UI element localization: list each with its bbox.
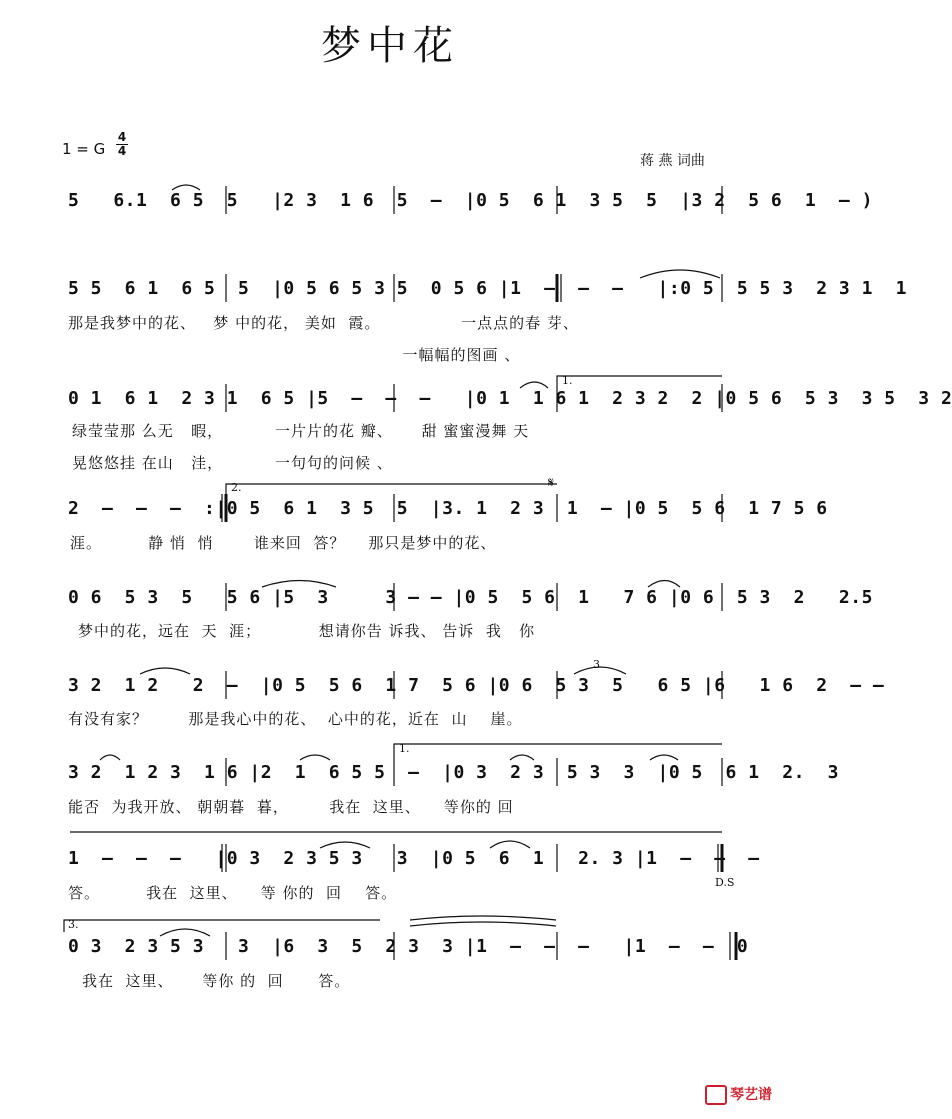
notation-row-1: 5 6.1 6 5 5 |2 3 1 6 5 – |0 5 6 1 3 5 5 |3 2 5 6 1 – ) xyxy=(68,190,873,211)
lyric-row-2-verse-1: 那是我梦中的花、 梦 中的花， 美如 霞。 一点点的春 芽、 xyxy=(68,314,579,332)
notation-row-3: 0 1 6 1 2 3 1 6 5 |5 – – – |0 1 1 6 1 2 3 2 2 |0 5 6 5 3 3 5 3 2 xyxy=(68,388,952,409)
song-title: 梦中花 xyxy=(321,23,459,69)
key-signature: 1 = G xyxy=(62,140,106,158)
ds-marking: D.S xyxy=(715,876,735,889)
notation-row-8: 1 – – – |0 3 2 3 5 3 3 |0 5 6 1 2. 3 |1 – – – xyxy=(68,848,760,869)
lyric-row-4: 涯。 静 悄 悄 谁来回 答？ 那只是梦中的花、 xyxy=(70,534,497,552)
volta-3-label: 3. xyxy=(68,918,79,931)
meter-top: 4 xyxy=(117,130,127,144)
lyric-row-3-verse-1: 绿莹莹那 么无 暇， 一片片的花 瓣、 甜 蜜蜜漫舞 天 xyxy=(72,422,530,440)
lyric-row-3-verse-2: 晃悠悠挂 在山 洼， 一句句的问候 、 xyxy=(72,454,393,472)
notation-row-2: 5 5 6 1 6 5 5 |0 5 6 5 3 5 0 5 6 |1 – – – |:0 5 5 5 3 2 3 1 1 xyxy=(68,278,907,299)
segno-sign: 𝄋 xyxy=(548,475,555,491)
lyric-row-6: 有没有家？ 那是我心中的花、 心中的花，近在 山 崖。 xyxy=(68,710,523,728)
volta-2-label: 2. xyxy=(231,481,242,494)
volta-1-label-b: 1. xyxy=(399,742,410,755)
watermark-icon xyxy=(705,1085,727,1105)
meter-bottom: 4 xyxy=(117,144,127,158)
triplet-mark: 3 xyxy=(593,658,600,671)
lyric-row-7: 能否 为我开放、 朝朝暮 暮， 我在 这里、 等你的 回 xyxy=(68,798,514,816)
watermark-text: 琴艺谱 xyxy=(730,1087,772,1103)
lyric-row-2-verse-2: 一幅幅的图画 、 xyxy=(68,346,521,364)
notation-row-7: 3 2 1 2 3 1 6 |2 1 6 5 5 – |0 3 2 3 5 3 3 |0 5 6 1 2. 3 xyxy=(68,762,839,783)
author-credit: 蒋 燕 词曲 xyxy=(640,153,705,169)
lyric-row-5: 梦中的花，远在 天 涯； 想请你告 诉我、 告诉 我 你 xyxy=(78,622,536,640)
notation-row-6: 3 2 1 2 2 – |0 5 5 6 1 7 5 6 |0 6 5 3 5 6 5 |6 1 6 2 – – xyxy=(68,675,885,696)
volta-1-label: 1. xyxy=(562,374,573,387)
notation-row-9: 0 3 2 3 5 3 3 |6 3 5 2 3 3 |1 – – – |1 – – 0 xyxy=(68,936,749,957)
lyric-row-9: 我在 这里、 等你 的 回 答。 xyxy=(82,972,351,990)
lyric-row-8: 答。 我在 这里、 等 你的 回 答。 xyxy=(68,884,398,902)
notation-row-4: 2 – – – :|0 5 6 1 3 5 5 |3. 1 2 3 1 – |0 5 5 6 1 7 5 6 xyxy=(68,498,828,519)
watermark-logo xyxy=(705,1084,772,1105)
notation-row-5: 0 6 5 3 5 5 6 |5 3 3 – – |0 5 5 6 1 7 6 |0 6 5 3 2 2.5 xyxy=(68,587,873,608)
